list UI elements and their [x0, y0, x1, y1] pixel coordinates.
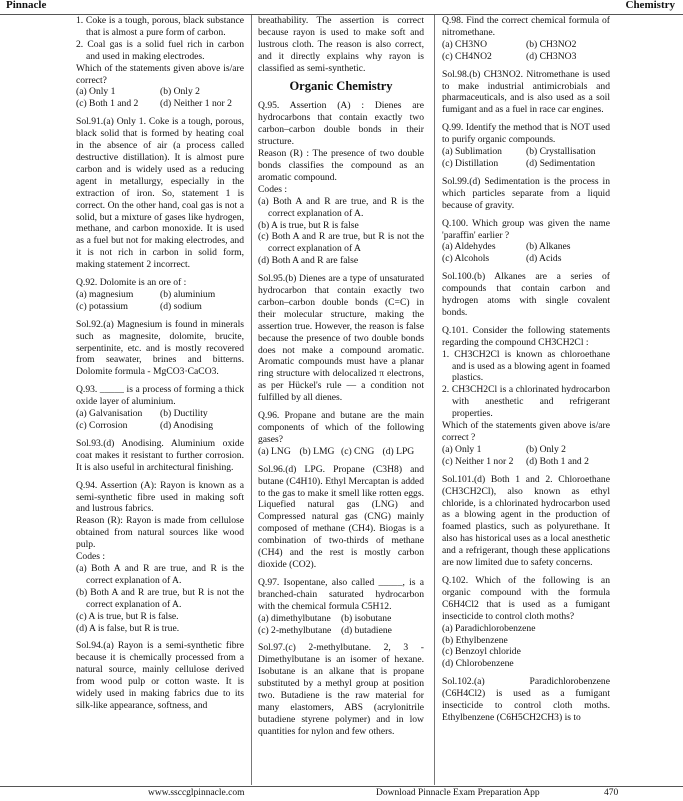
codes-label: Codes :: [76, 551, 106, 563]
question-97: Q.97. Isopentane, also called _____, is a branched-chain saturated hydrocarbon with the chemical formula C5H12.: [258, 576, 424, 612]
option: (a) Both A and R are true, and R is the correct explanation of A.: [258, 195, 424, 219]
section-title: Organic Chemistry: [289, 78, 393, 93]
page-number: 470: [604, 788, 619, 798]
option: (c) A is true, but R is false.: [76, 610, 179, 622]
header-subject: Chemistry: [625, 0, 675, 11]
solution-102: Sol.102.(a) Paradichlorobenzene (C6H4Cl2) is used as a fumigant insecticide to control cloth moths. Ethylbenzene (C6H5CH2CH3) is to: [442, 676, 610, 723]
option: (a) Aldehydes: [442, 241, 496, 253]
q91-question: Which of the statements given above is/are correct?: [76, 62, 244, 86]
option: (c) CNG: [341, 445, 375, 457]
option: (a) Galvanisation: [76, 408, 143, 420]
question-94-reason: Reason (R): Rayon is made from cellulose obtained from natural sources like wood pulp.: [76, 515, 244, 551]
q100-options: [442, 241, 610, 265]
question-96: Q.96. Propane and butane are the main components of which of the following gases?: [258, 410, 424, 445]
q93-options: [76, 408, 244, 432]
option: (d) LPG: [382, 445, 415, 457]
question-93: Q.93. _____ is a process of forming a thick oxide layer of aluminium.: [76, 384, 244, 408]
solution-96: Sol.96.(d) LPG. Propane (C3H8) and butane (C4H10). Ethyl Mercaptan is added to the gas to make it smell like rotten eggs. Liquefied natural gas (LNG) and Compressed natural gas (CNG) mainly composed of methane (CH4). Biogas is a combination of two-thirds of methane (CH4) and the rest is mostly carbon dioxide (CO2).: [258, 463, 424, 570]
option: (c) Corrosion: [76, 420, 128, 431]
q101-statement-2: 2. CH3CH2Cl is a chlorinated hydrocarbon with anesthetic and refrigerant properties.: [442, 384, 610, 420]
column-divider: [434, 15, 435, 785]
option: (c) Distillation: [442, 157, 499, 169]
column-middle: [258, 15, 424, 783]
option: (d) sodium: [160, 300, 202, 312]
solution-94-continued: breathability. The assertion is correct because rayon is used to make soft and lustrous cloth. The reason is also correct, and it directly explains why rayon is classified as semi-synthetic.: [258, 15, 424, 74]
option: (c) Both A and R are true, but R is not the correct explanation of A: [258, 231, 424, 255]
option: (c) CH4NO2: [442, 50, 492, 62]
option: (c) 2-methylbutane: [258, 624, 332, 636]
footer-app-promo: Download Pinnacle Exam Preparation App: [376, 788, 540, 798]
column-divider: [251, 15, 252, 785]
q91-statement-2: 2. Coal gas is a solid fuel rich in carbon and used in making electrodes.: [76, 38, 244, 62]
question-98: Q.98. Find the correct chemical formula of nitromethane.: [442, 15, 610, 38]
option: (c) Both 1 and 2: [76, 98, 139, 110]
solution-95: Sol.95.(b) Dienes are a type of unsaturated hydrocarbon that contain exactly two carbon–carbon double bonds (C=C) in their molecular structure, making the assertion true. However, the reason is false because the presence of two double bonds does not make a compound aromatic. Aromatic compounds must have a planar ring structure with delocalized π electrons, as per Hückel's rule — a condition not fulfilled by all dienes.: [258, 273, 424, 404]
option: (c) Neither 1 nor 2: [442, 455, 514, 467]
option: (d) Acids: [526, 253, 562, 265]
column-right: [442, 15, 610, 783]
solution-97: Sol.97.(c) 2-methylbutane. 2, 3 - Dimethylbutane is an isomer of hexane. Isobutane is an alkane that is propane substituted by a methyl group at position two. Butadiene is the raw material for many elastomers, ABS (acrylonitrile butadiene styrene polymer) and in low quantities for nylon and few others.: [258, 642, 424, 737]
solution-94: Sol.94.(a) Rayon is a semi-synthetic fibre because it is chemically processed from a natural source, mainly cellulose derived from wood pulp or cotton waste. It is widely used in making fabrics due to its silk-like appearance, softness, and: [76, 640, 244, 711]
q101-statement-1: 1. CH3CH2Cl is known as chloroethane and is used as a blowing agent in foamed plastics.: [442, 348, 610, 384]
option: (b) aluminium: [160, 288, 216, 300]
option: (b) A is true, but R is false: [258, 219, 359, 231]
page-header: [0, 0, 683, 15]
option: (a) CH3NO: [442, 38, 488, 50]
question-99: Q.99. Identify the method that is NOT used to purify organic compounds.: [442, 122, 610, 146]
option: (d) Sedimentation: [526, 157, 596, 169]
option: (b) Ethylbenzene: [442, 634, 508, 646]
option: (d) Chlorobenzene: [442, 658, 514, 670]
option: (d) Both A and R are false: [258, 255, 359, 267]
q98-options: [442, 39, 610, 63]
header-brand: Pinnacle: [6, 0, 47, 11]
q99-options: [442, 146, 610, 170]
option: (b) Only 2: [526, 443, 566, 455]
question-95-assertion: Q.95. Assertion (A) : Dienes are hydrocarbons that contain exactly two carbon–carbon double bonds in their structure.: [258, 100, 424, 148]
option: (d) CH3NO3: [526, 50, 577, 62]
solution-101: Sol.101.(d) Both 1 and 2. Chloroethane (CH3CH2Cl), also known as ethyl chloride, is a chlorinated hydrocarbon used as a blowing agent in the production of foamed plastics, such as polyurethane. It also has historical uses as a local anesthetic and a refrigerant, though these applications are now limited due to safety concerns.: [442, 473, 610, 569]
option: (a) LNG: [258, 445, 291, 457]
q91-statement-1: 1. Coke is a tough, porous, black substance that is almost a pure form of carbon.: [76, 15, 244, 38]
q101-options: [442, 444, 610, 468]
q91-options: [76, 86, 244, 110]
option: (b) Only 2: [160, 86, 200, 98]
option: (b) LMG: [299, 445, 335, 457]
question-94-assertion: Q.94. Assertion (A): Rayon is known as a semi-synthetic fibre used in making soft and lustrous fabrics.: [76, 479, 244, 515]
solution-100: Sol.100.(b) Alkanes are a series of compounds that contain carbon and hydrogen atoms with single covalent bonds.: [442, 271, 610, 318]
solution-98: Sol.98.(b) CH3NO2. Nitromethane is used to make industrial antimicrobials and pharmaceuticals, and is also used as a soil fumigant and as a fuel in race car engines.: [442, 68, 610, 116]
option: (a) Paradichlorobenzene: [442, 622, 536, 634]
question-101: Q.101. Consider the following statements regarding the compound CH3CH2Cl :: [442, 324, 610, 348]
option: (d) Both 1 and 2: [526, 455, 589, 467]
option: (b) Alkanes: [526, 241, 571, 253]
solution-92: Sol.92.(a) Magnesium is found in minerals such as magnesite, dolomite, brucite, serpentinite, etc. and is mostly recovered from seawater, brines and bitterns. Dolomite formula - MgCO3·CaCO3.: [76, 318, 244, 378]
option: (a) Only 1: [76, 86, 116, 98]
solution-93: Sol.93.(d) Anodising. Aluminium oxide coat makes it resistant to further corrosion. It is also useful in architectural finishing.: [76, 437, 244, 473]
column-left: [76, 15, 244, 783]
q92-options: [76, 289, 244, 313]
option: (b) isobutane: [341, 612, 392, 624]
option: (c) Alcohols: [442, 253, 490, 265]
footer-website-link[interactable]: www.ssccglpinnacle.com: [148, 788, 245, 798]
question-95-reason: Reason (R) : The presence of two double bonds classifies the compound as an aromatic compound.: [258, 148, 424, 183]
solution-99: Sol.99.(d) Sedimentation is the process in which particles separate from a liquid because of gravity.: [442, 175, 610, 211]
option: (a) Both A and R are true, and R is the correct explanation of A.: [76, 562, 244, 586]
page-footer: [0, 786, 683, 801]
option: (a) Sublimation: [442, 146, 502, 158]
q96-options: [258, 446, 424, 458]
option: (d) butadiene: [341, 624, 392, 636]
option: (c) Benzoyl chloride: [442, 646, 521, 658]
option: (b) Both A and R are true, but R is not the correct explanation of A.: [76, 586, 244, 610]
option: (d) Anodising: [160, 420, 214, 431]
question-102: Q.102. Which of the following is an organic compound with the formula C6H4Cl2 that is used as a fumigant insecticide to control cloth moths?: [442, 574, 610, 622]
option: (d) Neither 1 nor 2: [160, 98, 232, 110]
option: (c) potassium: [76, 300, 128, 312]
option: (b) Ductility: [160, 408, 208, 420]
option: (a) magnesium: [76, 288, 134, 300]
option: (a) Only 1: [442, 443, 482, 455]
solution-91: Sol.91.(a) Only 1. Coke is a tough, porous, black solid that is formed by heating coal in the absence of air (a process called destructive distillation). It is almost pure carbon and is widely used as a reducing agent in metallurgy, especially in the extraction of iron. So, statement 1 is correct. On the other hand, coal gas is not a solid, but a mixture of gases like hydrogen, methane, and carbon monoxide. It is used as a fuel but not for making electrodes, and it is not rich in carbon in solid form, making statement 2 incorrect.: [76, 116, 244, 271]
option: (a) dimethylbutane: [258, 612, 331, 624]
q97-options: [258, 613, 424, 637]
option: (b) Crystallisation: [526, 146, 596, 158]
option: (b) CH3NO2: [526, 38, 577, 50]
q101-question: Which of the statements given above is/are correct ?: [442, 420, 610, 443]
option: (d) A is false, but R is true.: [76, 622, 180, 634]
question-100: Q.100. Which group was given the name 'paraffin' earlier ?: [442, 217, 610, 241]
codes-label: Codes :: [258, 183, 288, 195]
question-92: Q.92. Dolomite is an ore of :: [76, 277, 187, 289]
